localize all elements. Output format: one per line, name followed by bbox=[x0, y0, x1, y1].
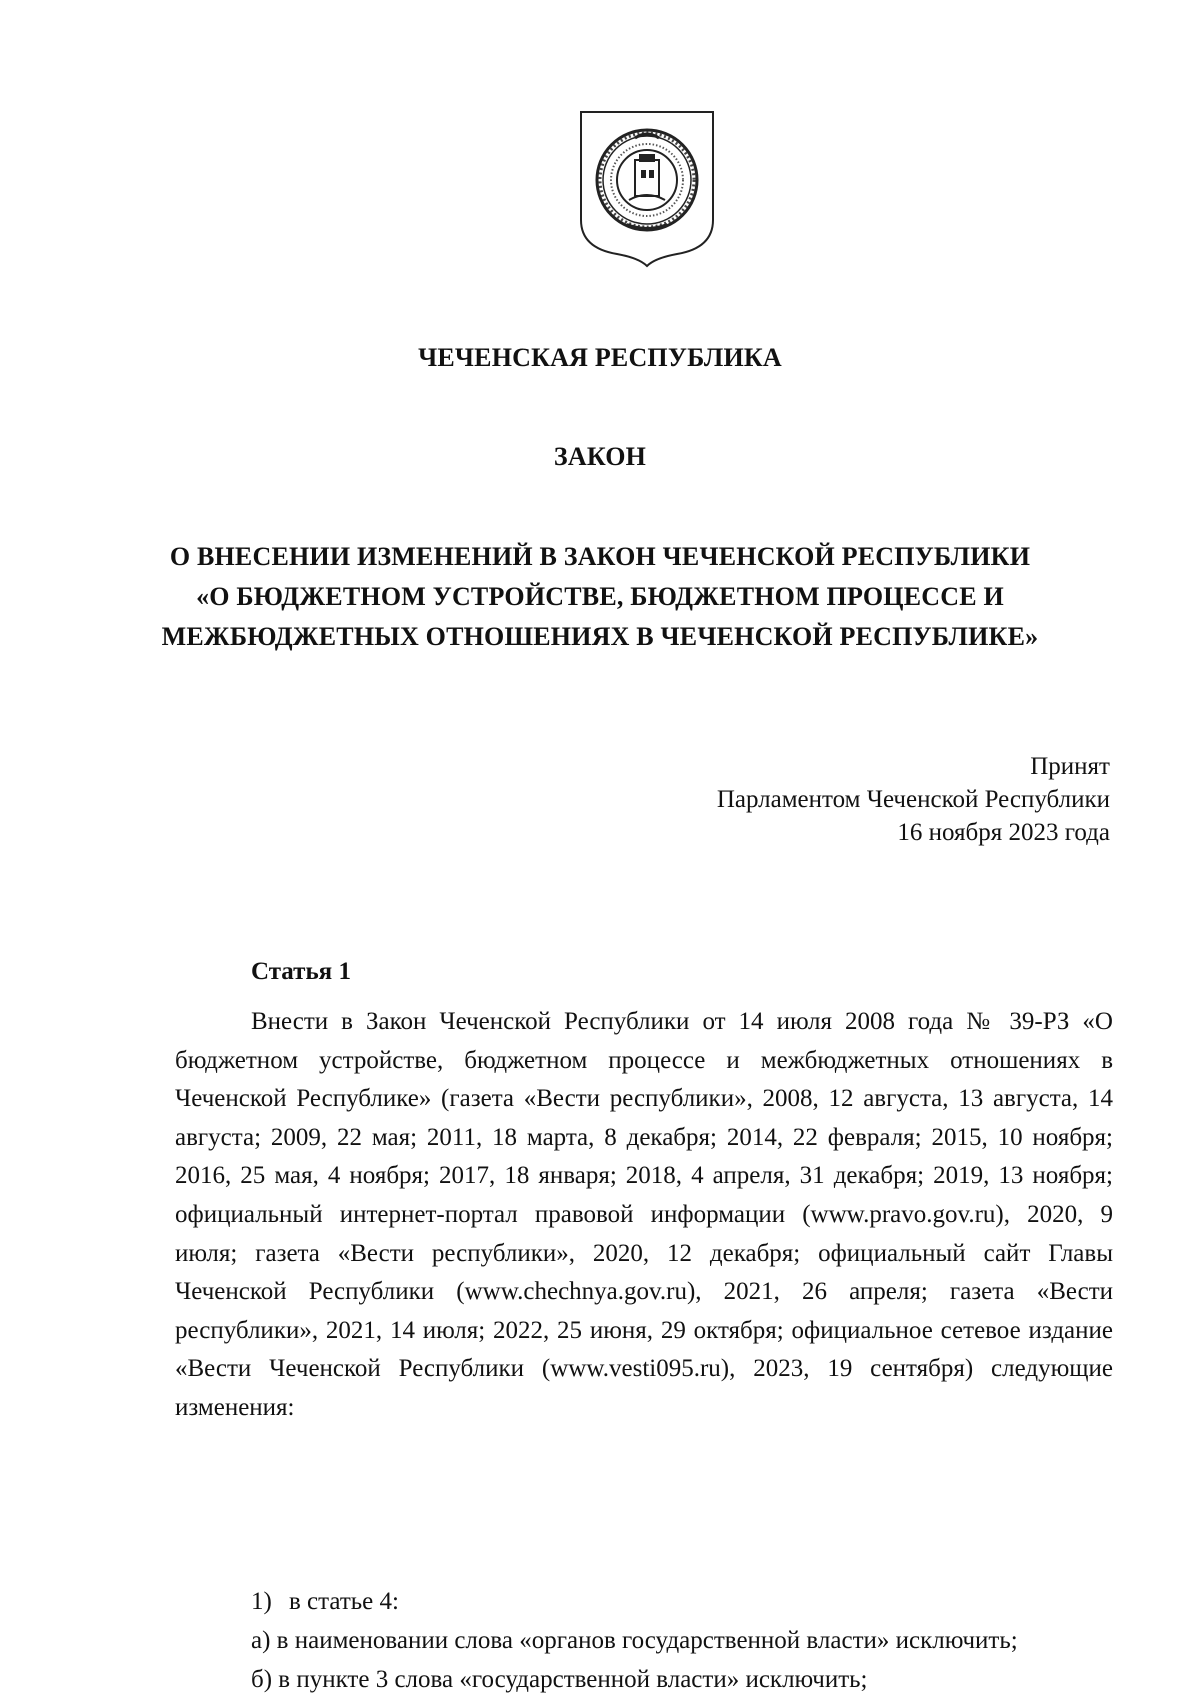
coat-of-arms-icon bbox=[577, 108, 717, 268]
adoption-date: 16 ноября 2023 года bbox=[897, 819, 1110, 846]
sub-item-a: а) в наименовании слова «органов государственной власти» исключить; bbox=[251, 1627, 1018, 1654]
adoption-line: Принят bbox=[1030, 753, 1110, 780]
adoption-line: Парламентом Чеченской Республики bbox=[716, 786, 1110, 813]
republic-title: ЧЕЧЕНСКАЯ РЕСПУБЛИКА bbox=[418, 343, 782, 372]
law-title-line: О ВНЕСЕНИИ ИЗМЕНЕНИЙ В ЗАКОН ЧЕЧЕНСКОЙ РЕСПУБЛИКИ bbox=[169, 542, 1031, 571]
sub-item-b: б) в пункте 3 слова «государственной власти» исключить; bbox=[251, 1666, 868, 1693]
article-heading: Статья 1 bbox=[251, 958, 351, 985]
article-intro-paragraph: Внести в Закон Чеченской Республики от 14 июля 2008 года № 39-РЗ «О бюджетном устройстве, бюджетном процессе и межбюджетных отношениях в Чеченской Республике» (газета «Вести республики», 2008, 12 августа, 13 августа, 14 августа; 2009, 22 мая; 2011, 18 марта, 8 декабря; 2014, 22 февраля; 2015, 10 ноября; 2016, 25 мая, 4 ноября; 2017, 18 января; 2018, 4 апреля, 31 декабря; 2019, 13 ноября; официальный интернет-портал правовой информации (www.pravo.gov.ru), 2020, 9 июля; газета «Вести республики», 2020, 12 декабря; официальный сайт Главы Чеченской Республики (www.chechnya.gov.ru), 2021, 26 апреля; газета «Вести республики», 2021, 14 июля; 2022, 25 июня, 29 октября; официальное сетевое издание «Вести Чеченской Республики (www.vesti095.ru), 2023, 19 сентября) следующие изменения: bbox=[175, 1008, 1113, 1421]
law-title bbox=[0, 537, 1200, 657]
list-item-text: в статье 4: bbox=[289, 1588, 399, 1615]
list-item-number: 1) bbox=[251, 1588, 272, 1615]
list-item bbox=[251, 1588, 399, 1616]
law-title-line: МЕЖБЮДЖЕТНЫХ ОТНОШЕНИЯХ В ЧЕЧЕНСКОЙ РЕСПУБЛИКЕ» bbox=[161, 622, 1039, 651]
document-type: ЗАКОН bbox=[553, 442, 647, 471]
law-title-line: «О БЮДЖЕТНОМ УСТРОЙСТВЕ, БЮДЖЕТНОМ ПРОЦЕССЕ И bbox=[196, 582, 1004, 611]
adoption-block bbox=[717, 750, 1110, 849]
